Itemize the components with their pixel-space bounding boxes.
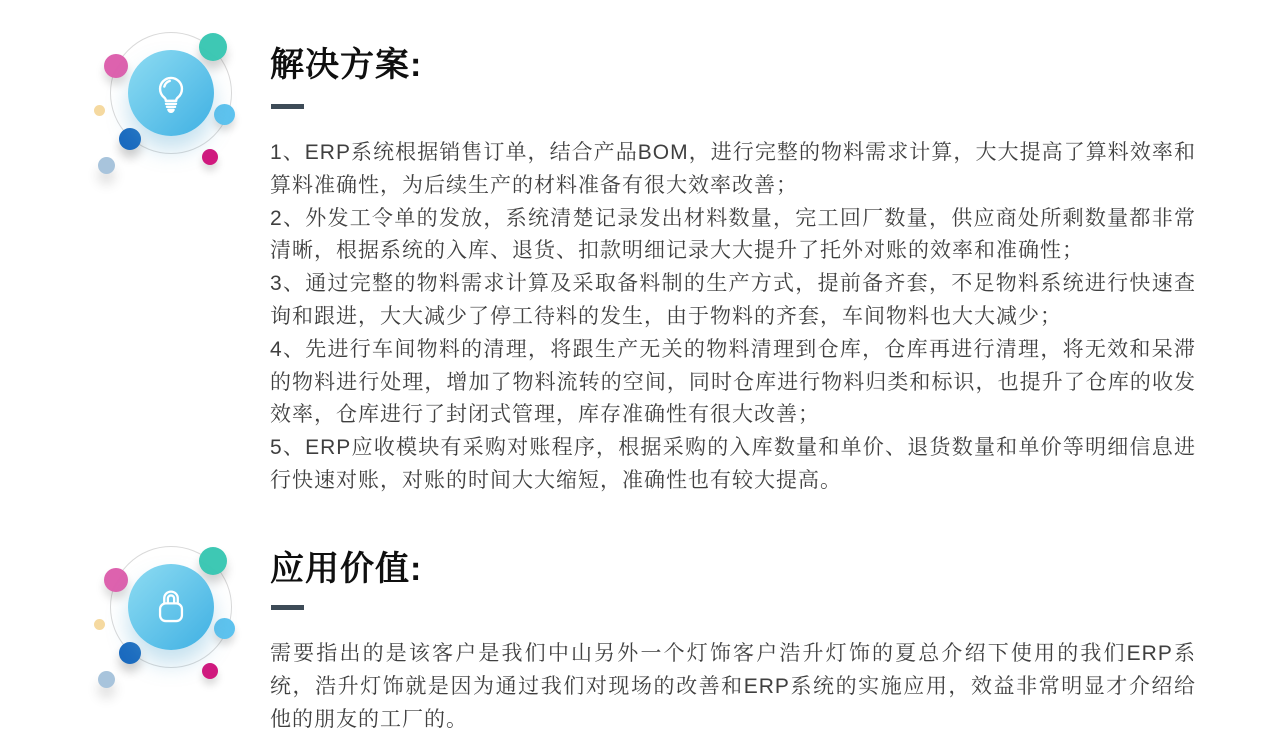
icon-circle	[128, 50, 214, 136]
decorative-dot-teal	[199, 33, 227, 61]
decorative-dot-light-blue	[214, 618, 235, 639]
solution-section	[0, 26, 1264, 526]
section-heading: 应用价值:	[270, 550, 423, 588]
heading-underline	[271, 104, 304, 109]
decorative-dot-gray-blue	[98, 671, 115, 688]
value-icon-cluster	[88, 540, 238, 705]
decorative-dot-light-blue	[214, 104, 235, 125]
solution-item: 3、通过完整的物料需求计算及采取备料制的生产方式，提前备齐套，不足物料系统进行快速查询和跟进，大大减少了停工待料的发生，由于物料的齐套，车间物料也大大减少；	[270, 272, 1196, 328]
solution-item: 5、ERP应收模块有采购对账程序，根据采购的入库数量和单价、退货数量和单价等明细信息进行快速对账，对账的时间大大缩短，准确性也有较大提高。	[270, 436, 1196, 492]
solution-item: 2、外发工令单的发放，系统清楚记录发出材料数量，完工回厂数量，供应商处所剩数量都非常清晰，根据系统的入库、退货、扣款明细记录大大提升了托外对账的效率和准确性；	[270, 206, 1196, 263]
solution-item: 4、先进行车间物料的清理，将跟生产无关的物料清理到仓库，仓库再进行清理，将无效和呆滞的物料进行处理，增加了物料流转的空间，同时仓库进行物料归类和标识，也提升了仓库的收发效率，仓库进行了封闭式管理，库存准确性有很大改善；	[270, 337, 1196, 427]
solution-text	[270, 137, 1196, 498]
decorative-dot-magenta	[202, 663, 218, 679]
decorative-dot-dark-blue	[119, 642, 141, 664]
decorative-dot-pink	[104, 54, 128, 78]
decorative-dot-dark-blue	[119, 128, 141, 150]
decorative-dot-teal	[199, 547, 227, 575]
application-value-section	[0, 540, 1264, 741]
decorative-dot-pink	[104, 568, 128, 592]
decorative-dot-cream	[94, 619, 105, 630]
decorative-dot-cream	[94, 105, 105, 116]
value-text	[270, 638, 1196, 736]
solution-icon-cluster	[88, 26, 238, 191]
value-paragraph: 需要指出的是该客户是我们中山另外一个灯饰客户浩升灯饰的夏总介绍下使用的我们ERP系统，浩升灯饰就是因为通过我们对现场的改善和ERP系统的实施应用，效益非常明显才介绍给他的朋友的工厂的。	[270, 642, 1196, 731]
lightbulb-icon	[146, 68, 196, 118]
heading-underline	[271, 605, 304, 610]
lock-icon	[146, 582, 196, 632]
decorative-dot-gray-blue	[98, 157, 115, 174]
icon-circle	[128, 564, 214, 650]
section-heading: 解决方案:	[270, 46, 423, 84]
decorative-dot-magenta	[202, 149, 218, 165]
solution-item: 1、ERP系统根据销售订单，结合产品BOM，进行完整的物料需求计算，大大提高了算料效率和算料准确性，为后续生产的材料准备有很大效率改善；	[270, 141, 1196, 197]
